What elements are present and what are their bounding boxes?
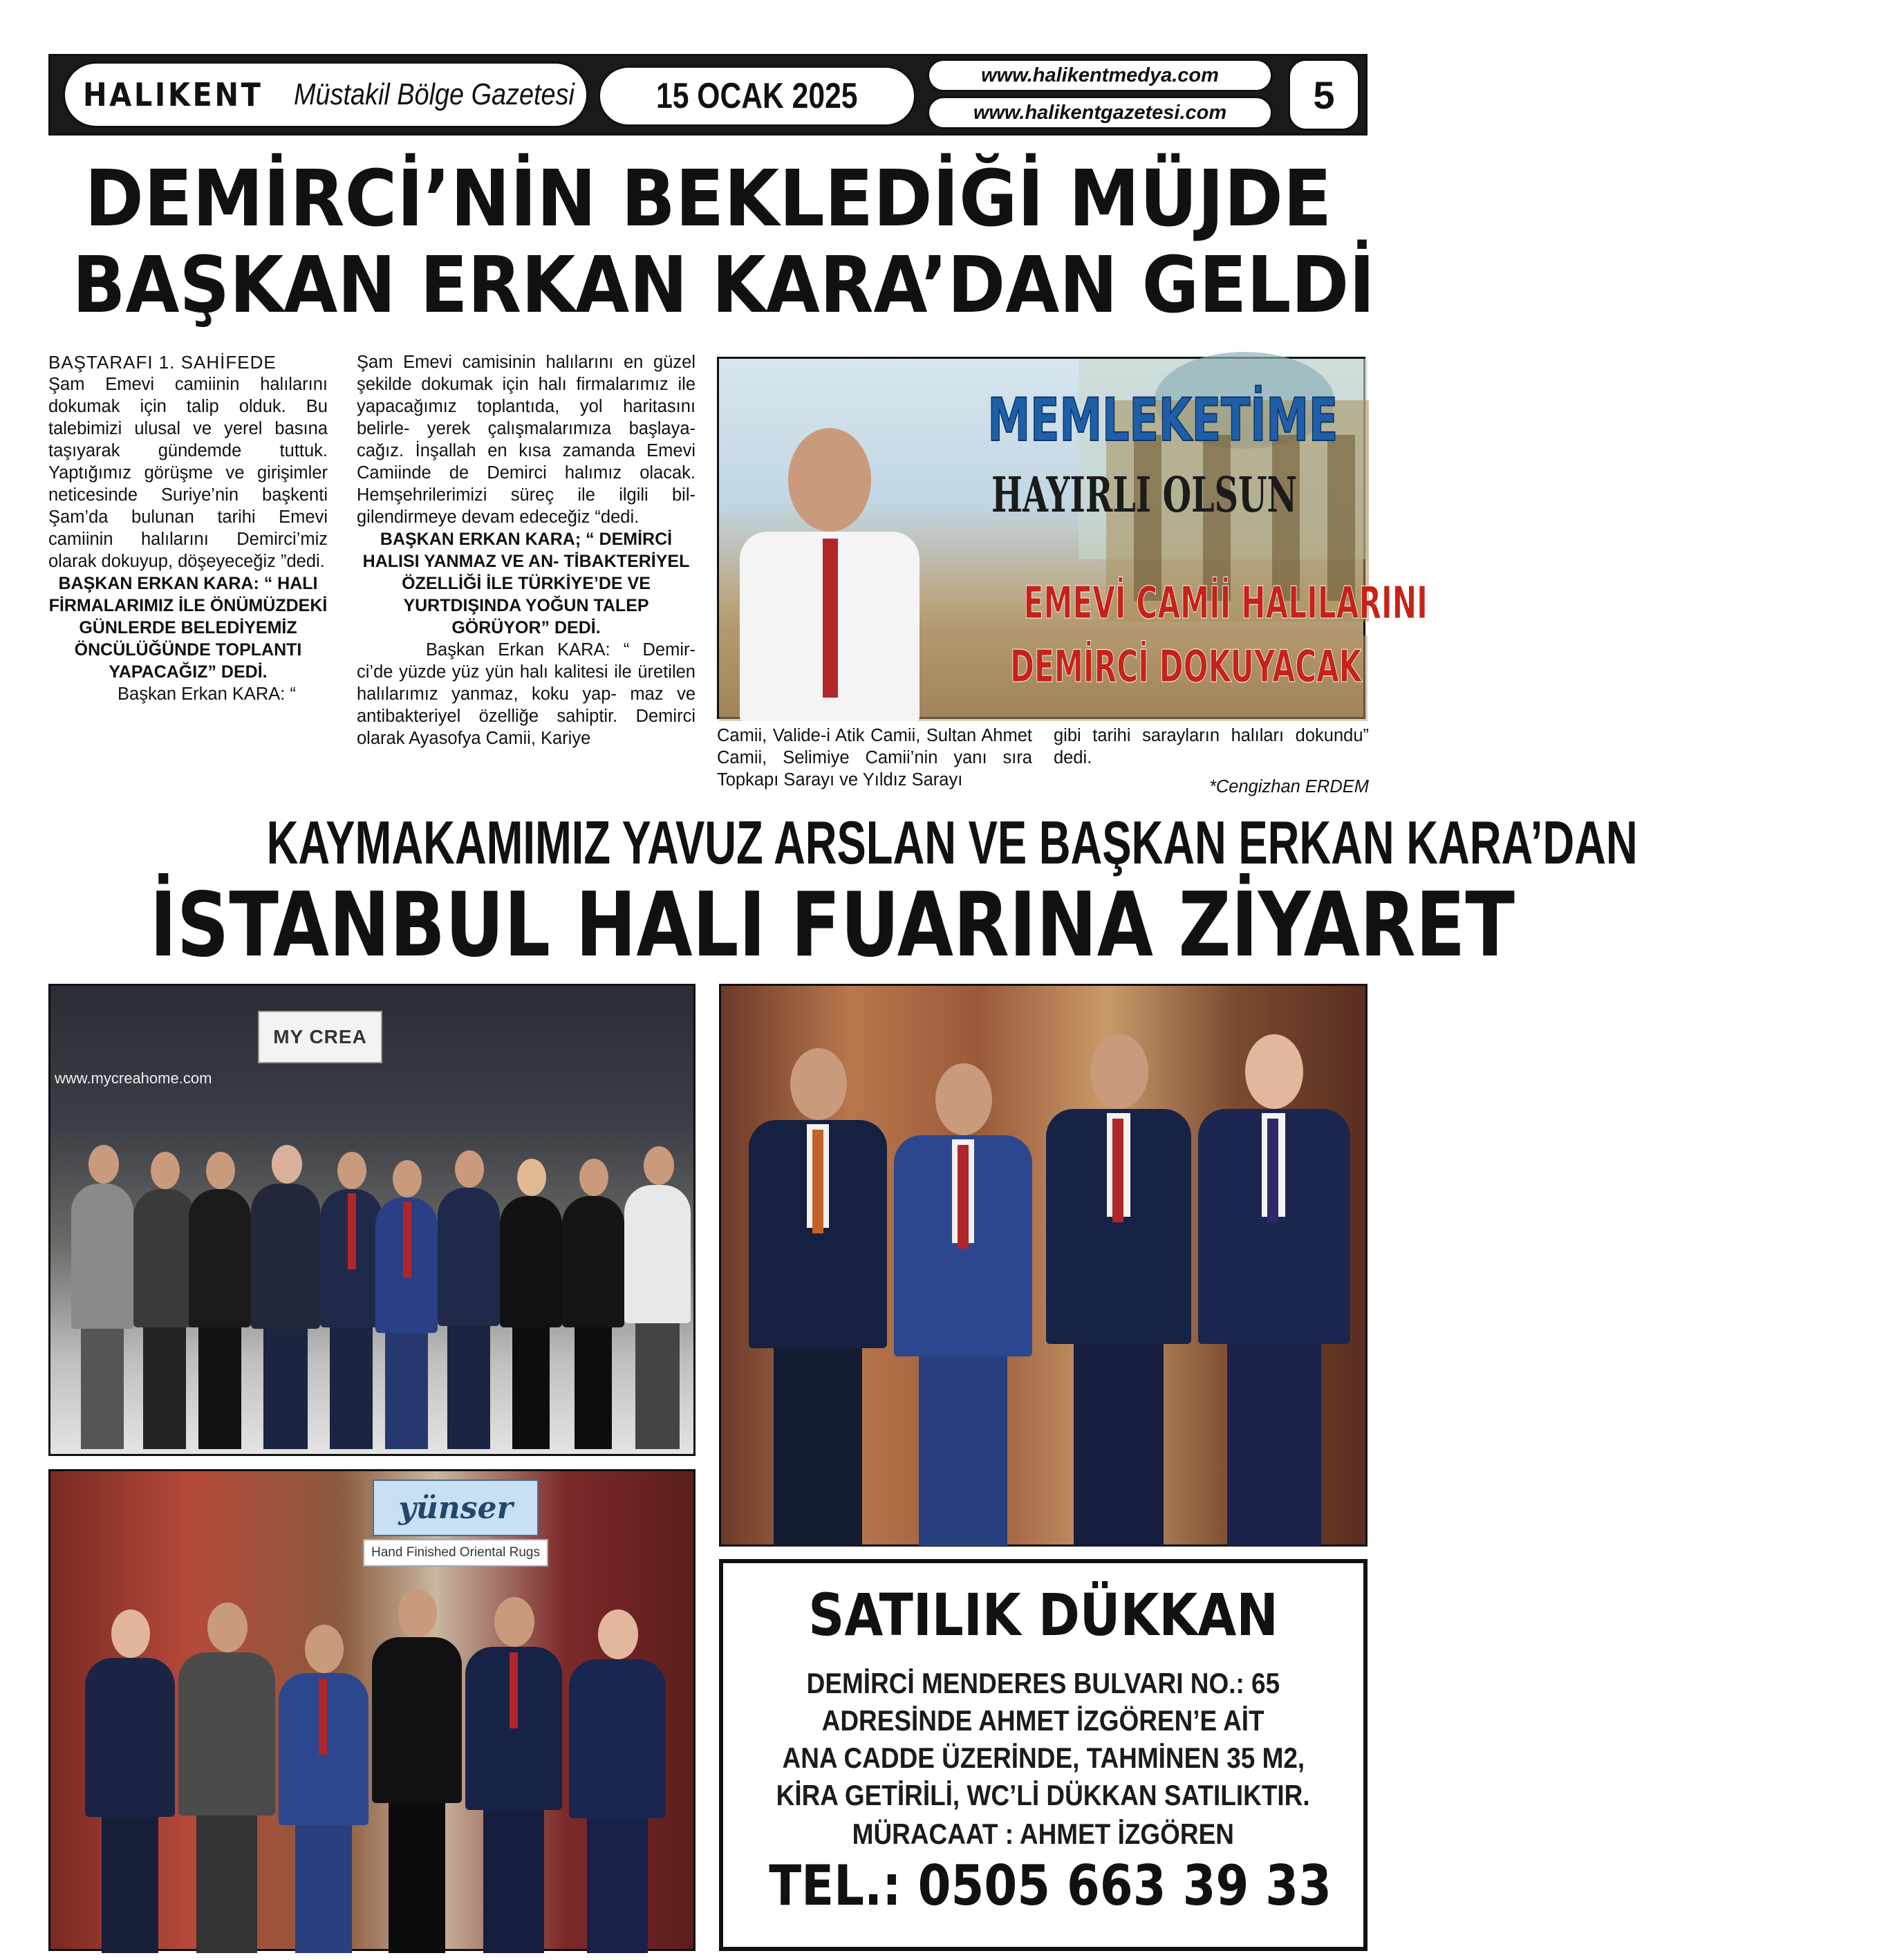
story1-column-1 bbox=[48, 351, 328, 705]
brand-pill bbox=[63, 62, 588, 128]
person bbox=[189, 1152, 251, 1449]
story2-photo-officials bbox=[719, 984, 1368, 1547]
classified-ad bbox=[719, 1559, 1368, 1951]
story1-paragraph: gibi tarihi sarayların halıları dokundu” dedi. bbox=[1054, 726, 1369, 767]
person bbox=[178, 1603, 275, 1953]
person bbox=[562, 1159, 624, 1449]
person bbox=[465, 1597, 562, 1953]
ad-phone: TEL.: 0505 663 39 33 bbox=[769, 1854, 1332, 1918]
mayor-portrait bbox=[733, 428, 926, 721]
issue-date bbox=[598, 66, 916, 127]
story1-subhead: BAŞKAN ERKAN KARA: “ HALI FİRMALARIMIZ İLE ÖNÜMÜZDEKİ GÜNLERDE BELEDİYEMİZ ÖNCÜLÜĞÜNDE TOPLANTI YAPACAĞIZ” DEDİ. bbox=[48, 574, 328, 682]
story2-photo-group-booth bbox=[48, 984, 696, 1456]
story1-column-2 bbox=[357, 351, 696, 749]
person bbox=[624, 1146, 691, 1449]
page-number: 5 bbox=[1288, 59, 1360, 131]
ad-line: ANA CADDE ÜZERİNDE, TAHMİNEN 35 M2, bbox=[782, 1742, 1305, 1774]
person bbox=[372, 1589, 462, 1953]
ad-contact: MÜRACAAT : AHMET İZGÖREN bbox=[852, 1818, 1235, 1850]
ad-line: ADRESİNDE AHMET İZGÖREN’E AİT bbox=[822, 1704, 1264, 1737]
website-link-1[interactable]: www.halikentmedya.com bbox=[927, 59, 1273, 92]
person bbox=[375, 1160, 438, 1449]
story2-headline-line1: KAYMAKAMIMIZ YAVUZ ARSLAN VE BAŞKAN ERKAN KARA’DAN bbox=[266, 808, 1638, 877]
brand-tagline: Müstakil Bölge Gazetesi bbox=[294, 77, 575, 111]
booth-sign: yünser bbox=[373, 1480, 539, 1536]
banner-line-4: DEMİRCİ DOKUYACAK bbox=[1009, 642, 1362, 693]
person bbox=[894, 1063, 1032, 1546]
person bbox=[71, 1145, 133, 1449]
booth-website: www.mycreahome.com bbox=[55, 1070, 212, 1087]
story1-author: *Cengizhan ERDEM bbox=[1208, 777, 1369, 796]
person bbox=[85, 1609, 175, 1953]
ad-line: DEMİRCİ MENDERES BULVARI NO.: 65 bbox=[806, 1667, 1280, 1699]
person bbox=[133, 1152, 196, 1449]
banner-line-1: MEMLEKETİME bbox=[987, 386, 1338, 455]
story1-kicker: BAŞTARAFI 1. SAHİFEDE bbox=[48, 352, 277, 373]
booth-sign: MY CREA bbox=[258, 1011, 382, 1063]
story1-subhead: BAŞKAN ERKAN KARA; “ DEMİRCİ HALISI YANMAZ VE AN- TİBAKTERİYEL ÖZELLİĞİ İLE TÜRKİYE’DE VE YURTDIŞINDA YOĞUN TALEP GÖRÜYOR” DEDİ. bbox=[362, 530, 690, 637]
person bbox=[749, 1048, 887, 1546]
website-link-2[interactable]: www.halikentgazetesi.com bbox=[927, 96, 1273, 129]
ad-line: KİRA GETİRİLİ, WC’Lİ DÜKKAN SATILIKTIR. bbox=[776, 1779, 1310, 1811]
story1-headline-line2: BAŞKAN ERKAN KARA’DAN GELDİ bbox=[72, 241, 1375, 330]
person bbox=[1198, 1034, 1350, 1546]
brand-name: HALIKENT bbox=[83, 76, 263, 113]
person bbox=[438, 1150, 500, 1449]
issue-date-text: 15 OCAK 2025 bbox=[656, 76, 858, 116]
story1-paragraph: Şam Emevi camisinin halılarını en güzel şekilde dokumak için halı firmalarımız ile yapacağımız toplantıda, yol haritasını belirle- yerek çalışmalarımıza başlaya- cağız. İnşallah en kısa zamanda Emevi Camiinde de Demirci halımız olacak. Hemşehrilerimizi süreç ile ilgili bil- gilendirmeye devam edeceğiz “dedi. bbox=[357, 353, 696, 527]
person bbox=[320, 1152, 382, 1449]
person bbox=[251, 1145, 320, 1449]
banner-line-3: EMEVİ CAMİİ HALILARINI bbox=[1023, 578, 1428, 629]
person bbox=[569, 1609, 666, 1953]
ad-title: SATILIK DÜKKAN bbox=[808, 1581, 1278, 1649]
banner-line-2: HAYIRLI OLSUN bbox=[991, 466, 1297, 523]
story1-column-4 bbox=[1054, 725, 1369, 798]
story1-headline-line1: DEMİRCİ’NİN BEKLEDİĞİ MÜJDE bbox=[84, 154, 1332, 244]
story2-headline-line2: İSTANBUL HALI FUARINA ZİYARET bbox=[149, 874, 1515, 977]
person bbox=[1046, 1034, 1191, 1546]
story1-paragraph: Başkan Erkan KARA: “ Demir- ci’de yüzde yüz yün halı kalitesi ile üretilen halılarımız yanmaz, koku yap- maz ve antibakteriyel özelliğe sahiptir. Demirci olarak Ayasofya Camii, Kariye bbox=[357, 640, 696, 748]
story1-banner-photo bbox=[717, 357, 1428, 719]
story1-paragraph: Şam Emevi camiinin halılarını dokumak için talip olduk. Bu talebimizi ulusal ve yerel basına taşıyarak gündemde tuttuk. Yaptığımız görüşme ve girişimler neticesinde Suriye’nin başkenti Şam’da bulunan tarihi Emevi camiinin halılarını Demirci’miz olarak dokuyup, döşeyeceğiz ”dedi. bbox=[48, 375, 328, 571]
story1-column-3 bbox=[717, 725, 1032, 791]
person bbox=[500, 1159, 562, 1449]
booth-sign-subtitle: Hand Finished Oriental Rugs bbox=[363, 1539, 548, 1567]
person bbox=[279, 1625, 368, 1953]
story2-photo-yunser-booth bbox=[48, 1469, 696, 1951]
masthead bbox=[48, 54, 1368, 136]
story1-paragraph: Başkan Erkan KARA: “ bbox=[118, 684, 296, 704]
story1-paragraph: Camii, Valide-i Atik Camii, Sultan Ahmet Camii, Selimiye Camii’nin yanı sıra Topkapı Sarayı ve Yıldız Sarayı bbox=[717, 726, 1032, 790]
